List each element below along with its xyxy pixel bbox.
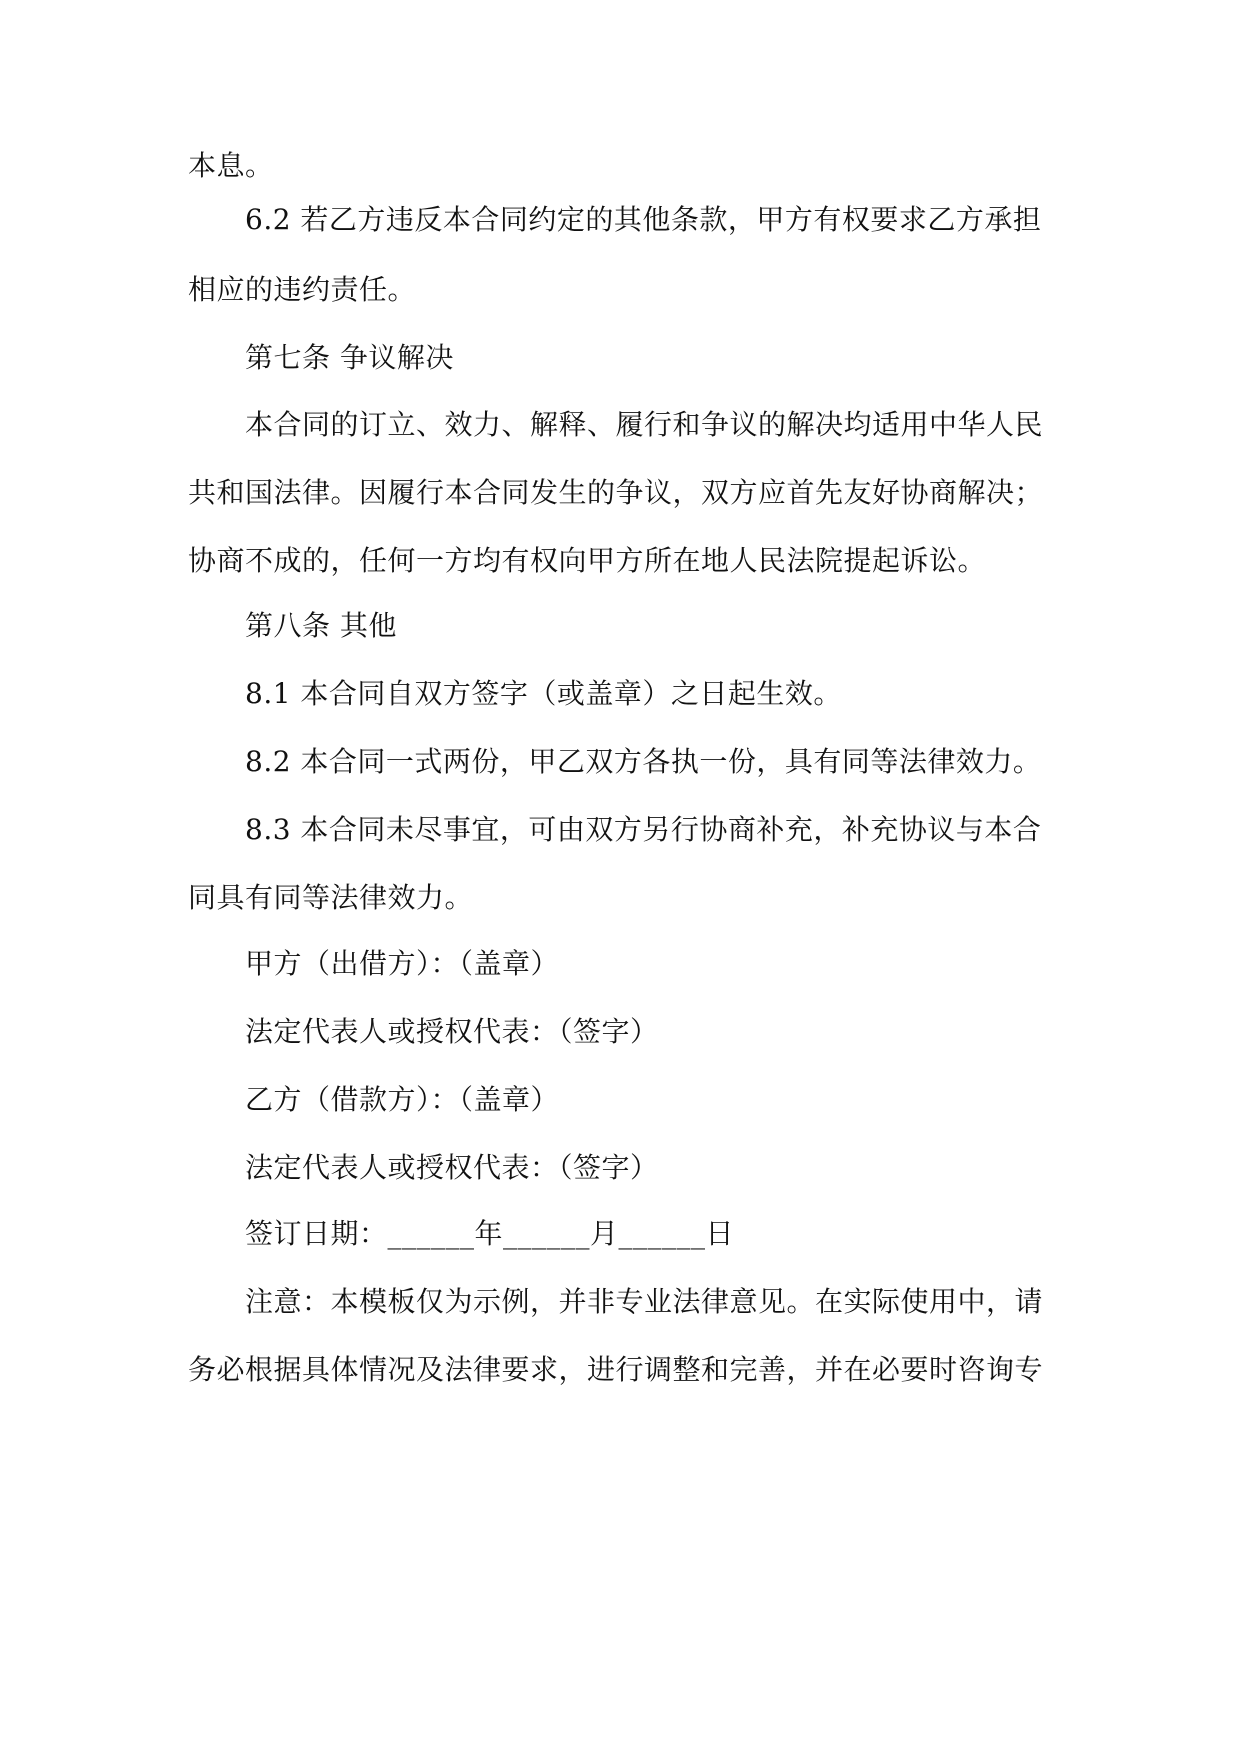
- clause-8-3-continued: 同具有同等法律效力。: [188, 881, 474, 914]
- party-a-seal: 甲方（出借方）：（盖章）: [245, 947, 560, 980]
- clause-6-2-continued: 相应的违约责任。: [188, 273, 417, 306]
- party-b-seal: 乙方（借款方）：（盖章）: [245, 1083, 560, 1116]
- signing-date: 签订日期：______年______月______日: [245, 1217, 735, 1250]
- article-7-text-line-2: 共和国法律。因履行本合同发生的争议，双方应首先友好协商解决；: [188, 476, 1044, 509]
- clause-8-1: 8.1 本合同自双方签字（或盖章）之日起生效。: [245, 677, 842, 710]
- note-line-2: 务必根据具体情况及法律要求，进行调整和完善，并在必要时咨询专: [188, 1353, 1044, 1386]
- article-7-heading: 第七条 争议解决: [245, 341, 454, 374]
- paragraph-continuation: 本息。: [188, 149, 274, 182]
- note-line-1: 注意：本模板仅为示例，并非专业法律意见。在实际使用中，请: [245, 1285, 1044, 1318]
- article-7-text-line-3: 协商不成的，任何一方均有权向甲方所在地人民法院提起诉讼。: [188, 544, 987, 577]
- clause-8-3: 8.3 本合同未尽事宜，可由双方另行协商补充，补充协议与本合: [245, 813, 1042, 846]
- party-b-representative: 法定代表人或授权代表：（签字）: [245, 1151, 659, 1184]
- clause-6-2: 6.2 若乙方违反本合同约定的其他条款，甲方有权要求乙方承担: [245, 203, 1042, 236]
- article-8-heading: 第八条 其他: [245, 609, 397, 642]
- article-7-text-line-1: 本合同的订立、效力、解释、履行和争议的解决均适用中华人民: [245, 408, 1044, 441]
- party-a-representative: 法定代表人或授权代表：（签字）: [245, 1015, 659, 1048]
- clause-8-2: 8.2 本合同一式两份，甲乙双方各执一份，具有同等法律效力。: [245, 745, 1042, 778]
